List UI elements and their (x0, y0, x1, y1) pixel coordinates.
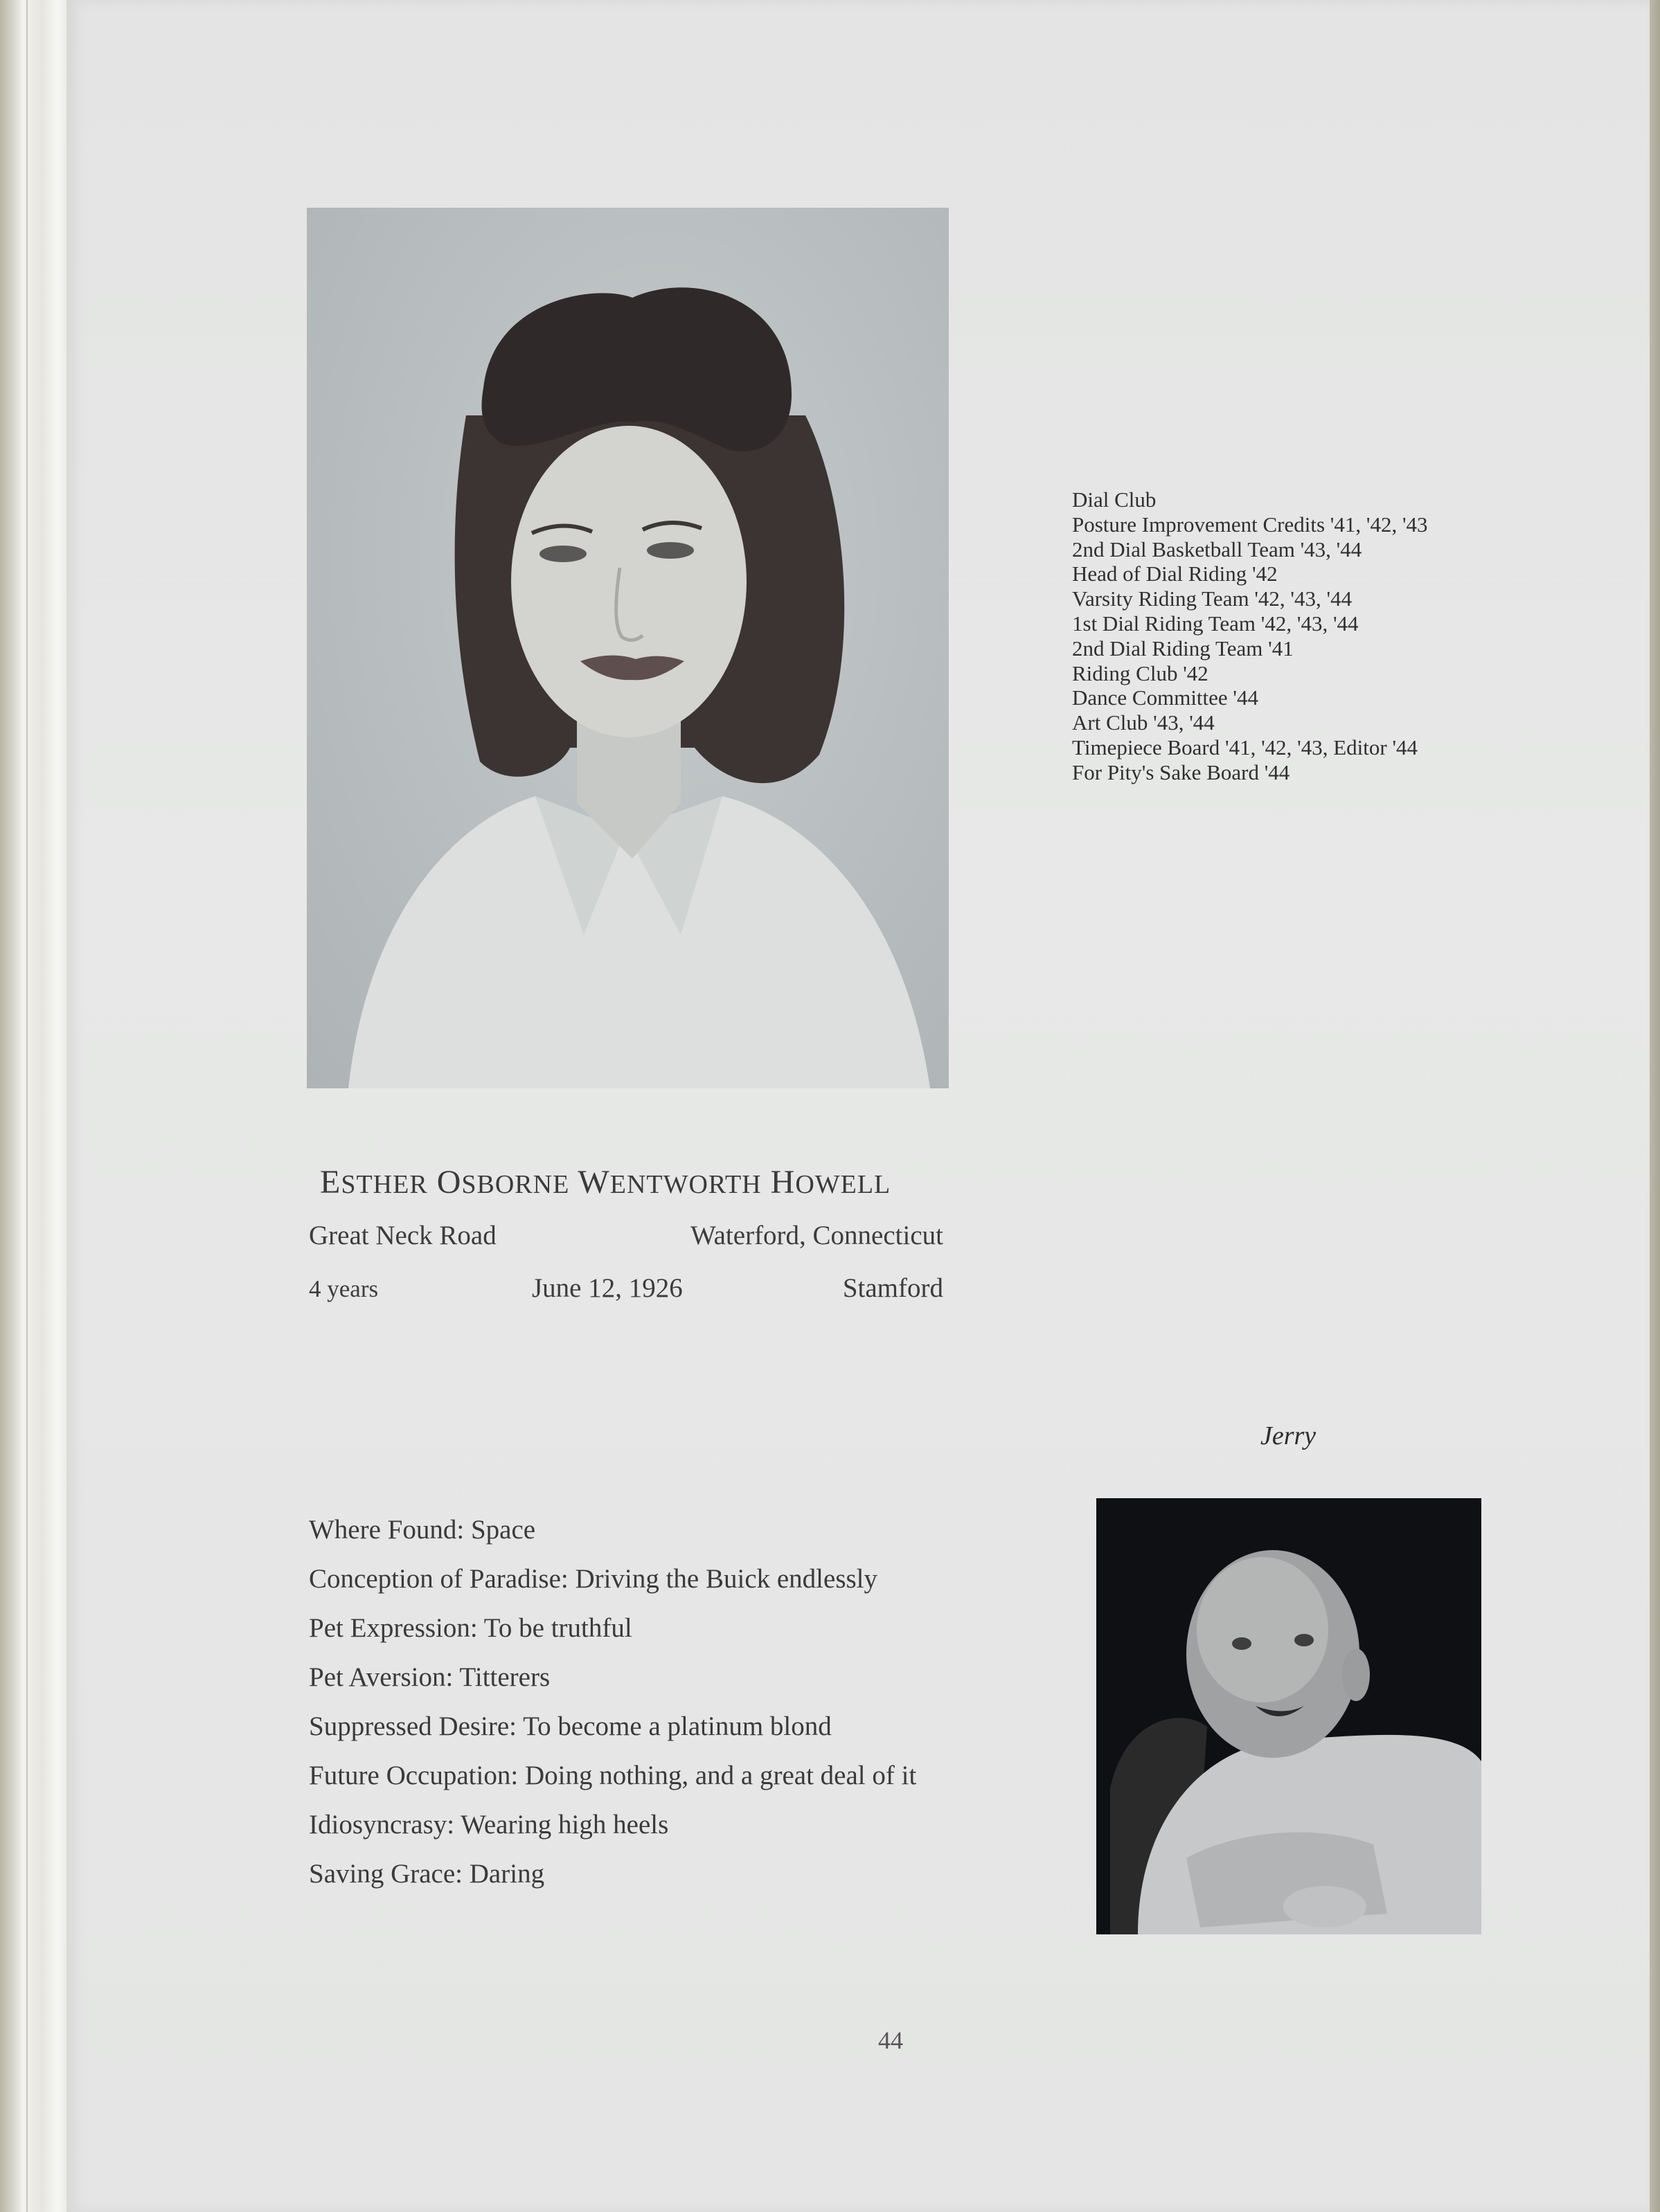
trait-item: Idiosyncrasy: Wearing high heels (309, 1810, 669, 1840)
page-number: 44 (878, 2026, 903, 2054)
activity-item: For Pity's Sake Board '44 (1072, 759, 1290, 784)
activity-item: Art Club '43, '44 (1072, 710, 1215, 735)
trait-item: Suppressed Desire: To become a platinum blond (309, 1711, 832, 1741)
birth-date: June 12, 1926 (532, 1273, 683, 1303)
trait-item: Saving Grace: Daring (309, 1859, 545, 1889)
student-name: ESTHER OSBORNE WENTWORTH HOWELL (320, 1164, 891, 1201)
activity-item: Dial Club (1072, 487, 1157, 512)
book-binding (0, 0, 76, 2212)
trait-item: Pet Aversion: Titterers (309, 1662, 551, 1692)
hometown: Stamford (842, 1273, 943, 1303)
activity-item: 1st Dial Riding Team '42, '43, '44 (1072, 611, 1359, 636)
trait-item: Future Occupation: Doing nothing, and a great deal of it (309, 1761, 917, 1790)
trait-item: Pet Expression: To be truthful (309, 1613, 632, 1643)
activity-item: Varsity Riding Team '42, '43, '44 (1072, 586, 1353, 611)
street-address: Great Neck Road (309, 1221, 497, 1250)
baby-photo (1096, 1498, 1481, 1934)
activity-item: Head of Dial Riding '42 (1072, 561, 1278, 586)
senior-portrait-photo (307, 208, 949, 1088)
traits-list (309, 1513, 960, 1907)
baby-photo-caption: Jerry (1260, 1421, 1317, 1450)
activity-item: Posture Improvement Credits '41, '42, '43 (1072, 512, 1428, 537)
activity-item: 2nd Dial Riding Team '41 (1072, 636, 1294, 660)
page-edge (1650, 0, 1660, 2212)
activity-item: Timepiece Board '41, '42, '43, Editor '44 (1072, 735, 1418, 759)
trait-item: Where Found: Space (309, 1515, 536, 1545)
activity-item: Riding Club '42 (1072, 660, 1208, 685)
activity-item: 2nd Dial Basketball Team '43, '44 (1072, 537, 1362, 561)
activities-list (1072, 487, 1571, 785)
trait-item: Conception of Paradise: Driving the Buick endlessly (309, 1564, 878, 1594)
years-attended: 4 years (309, 1275, 379, 1302)
city-state: Waterford, Connecticut (690, 1221, 943, 1250)
activity-item: Dance Committee '44 (1072, 685, 1259, 710)
